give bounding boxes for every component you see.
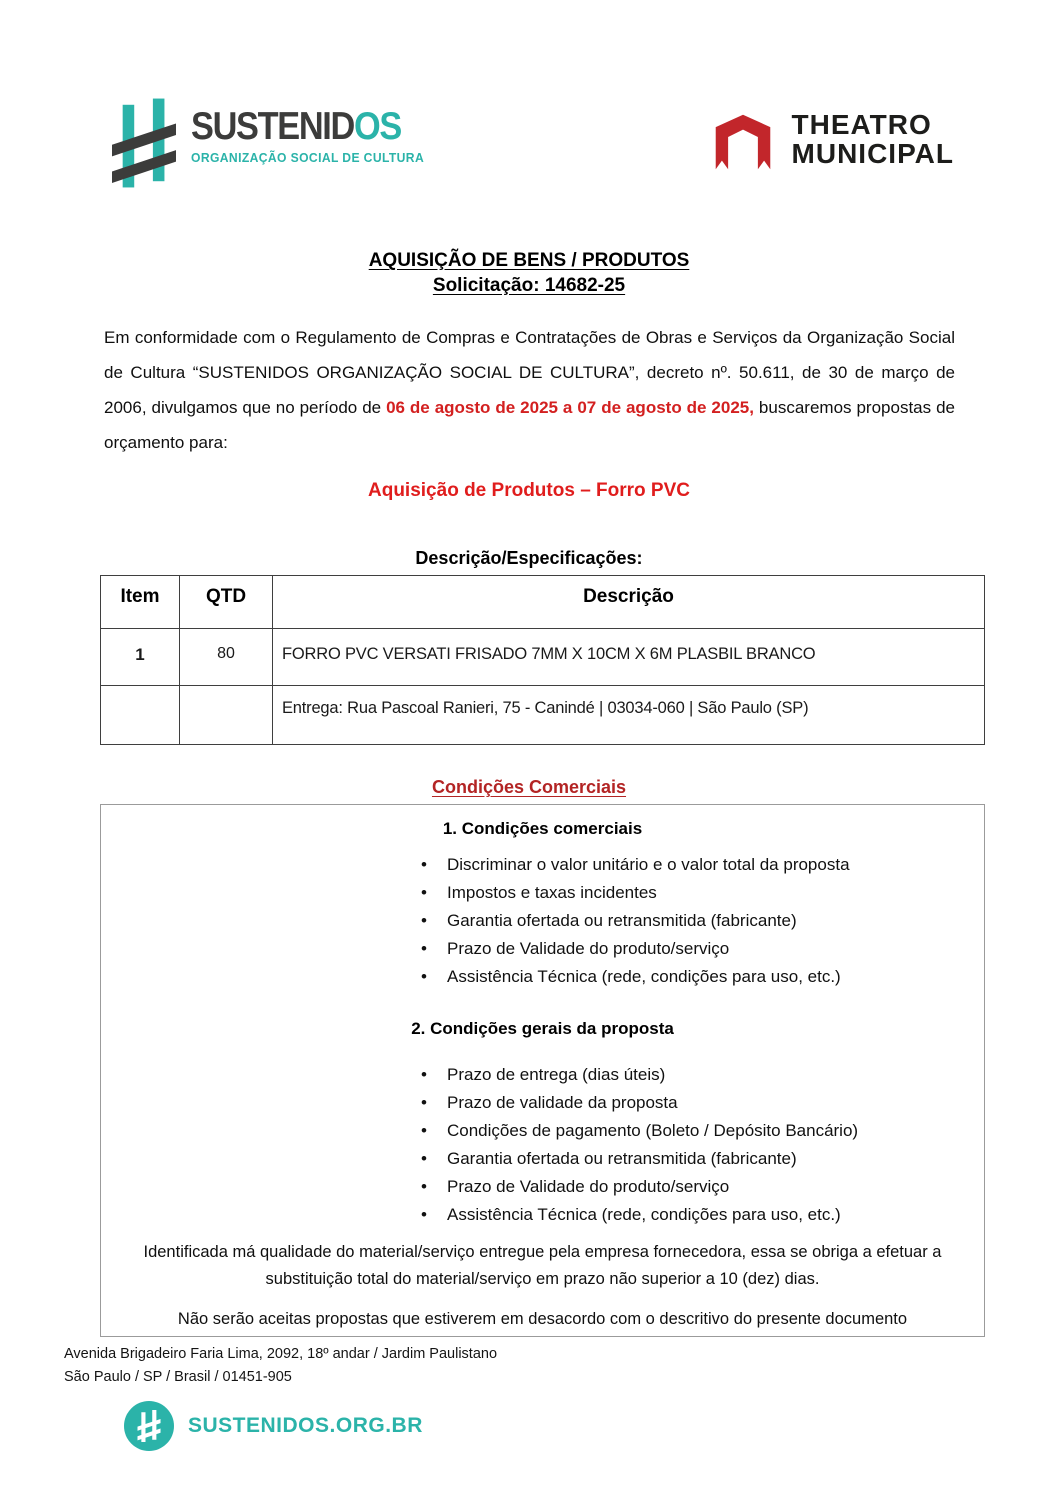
list-item: • Prazo de entrega (dias úteis) <box>419 1061 984 1089</box>
title-line1: AQUISIÇÃO DE BENS / PRODUTOS <box>368 250 690 271</box>
intro-date-range: 06 de agosto de 2025 a 07 de agosto de 2025, <box>386 398 754 417</box>
section2-list <box>419 1061 984 1229</box>
list-item: • Assistência Técnica (rede, condições para uso, etc.) <box>419 963 984 991</box>
cell-qtd <box>180 686 273 745</box>
theatro-wordmark <box>792 105 954 179</box>
theatro-line2: MUNICIPAL <box>791 138 954 169</box>
footer-brand <box>124 1401 1058 1451</box>
website-url: SUSTENIDOS.ORG.BR <box>188 1414 423 1437</box>
col-header-desc: Descrição <box>273 576 985 629</box>
cell-description: FORRO PVC VERSATI FRISADO 7MM X 10CM X 6M PLASBIL BRANCO <box>273 629 985 686</box>
table-row <box>101 686 985 745</box>
list-item: • Garantia ofertada ou retransmitida (fabricante) <box>419 907 984 935</box>
conditions-box <box>100 804 985 1337</box>
theatro-municipal-logo <box>712 105 954 179</box>
hash-icon <box>112 95 176 191</box>
intro-paragraph <box>104 320 955 460</box>
list-item: • Impostos e taxas incidentes <box>419 879 984 907</box>
theatro-line1: THEATRO <box>791 109 932 140</box>
table-header-row <box>101 576 985 629</box>
cell-item <box>101 686 180 745</box>
list-item: • Assistência Técnica (rede, condições para uso, etc.) <box>419 1201 984 1229</box>
theatro-arch-icon <box>712 105 774 179</box>
section1-list <box>419 851 984 991</box>
footer-address <box>64 1343 1058 1389</box>
list-item: • Prazo de Validade do produto/serviço <box>419 1173 984 1201</box>
cell-qtd: 80 <box>180 629 273 686</box>
col-header-qtd: QTD <box>180 576 273 629</box>
list-item: • Condições de pagamento (Boleto / Depósito Bancário) <box>419 1117 984 1145</box>
address-line2: São Paulo / SP / Brasil / 01451-905 <box>64 1369 292 1385</box>
sustenidos-tagline: ORGANIZAÇÃO SOCIAL DE CULTURA <box>191 151 425 165</box>
hash-circle-icon <box>124 1401 174 1451</box>
address-line1: Avenida Brigadeiro Faria Lima, 2092, 18º andar / Jardim Paulistano <box>64 1346 498 1362</box>
conditions-heading: Condições Comerciais <box>431 777 627 797</box>
intro-text-after: buscaremos propostas de orçamento para: <box>104 398 955 452</box>
section2-title: 2. Condições gerais da proposta <box>411 1019 674 1038</box>
title-solicitacao: Solicitação: 14682-25 <box>432 275 626 296</box>
sustenidos-wordmark <box>191 95 431 191</box>
spec-table <box>100 575 985 745</box>
sustenidos-name <box>191 105 402 148</box>
brand-main: SUSTENID <box>191 105 354 148</box>
brand-accent: OS <box>353 105 401 148</box>
document-title <box>0 248 1058 298</box>
list-item: • Prazo de validade da proposta <box>419 1089 984 1117</box>
intro-text-before: Em conformidade com o Regulamento de Compras e Contratações de Obras e Serviços da Organização Social de Cultura “SUSTENIDOS ORGANIZAÇÃO SOCIAL DE CULTURA”, decreto nº. 50.611, de 30 de março de 2006, divulgamos que no período de <box>104 328 955 417</box>
cell-item: 1 <box>101 629 180 686</box>
col-header-item: Item <box>101 576 180 629</box>
list-item: • Garantia ofertada ou retransmitida (fabricante) <box>419 1145 984 1173</box>
table-row <box>101 629 985 686</box>
product-heading: Aquisição de Produtos – Forro PVC <box>368 480 690 501</box>
list-item: • Discriminar o valor unitário e o valor total da proposta <box>419 851 984 879</box>
quality-note: Identificada má qualidade do material/serviço entregue pela empresa fornecedora, essa se obriga a efetuar a substituição total do material/serviço em prazo não superior a 10 (dez) dias. <box>143 1243 942 1288</box>
acceptance-note: Não serão aceitas propostas que estiverem em desacordo com o descritivo do presente documento <box>177 1310 908 1328</box>
header <box>0 0 1058 191</box>
spec-heading: Descrição/Especificações: <box>415 548 643 568</box>
sustenidos-logo <box>112 95 431 191</box>
list-item: • Prazo de Validade do produto/serviço <box>419 935 984 963</box>
cell-delivery-address: Entrega: Rua Pascoal Ranieri, 75 - Canindé | 03034-060 | São Paulo (SP) <box>273 686 985 745</box>
section1-title: 1. Condições comerciais <box>442 819 643 838</box>
